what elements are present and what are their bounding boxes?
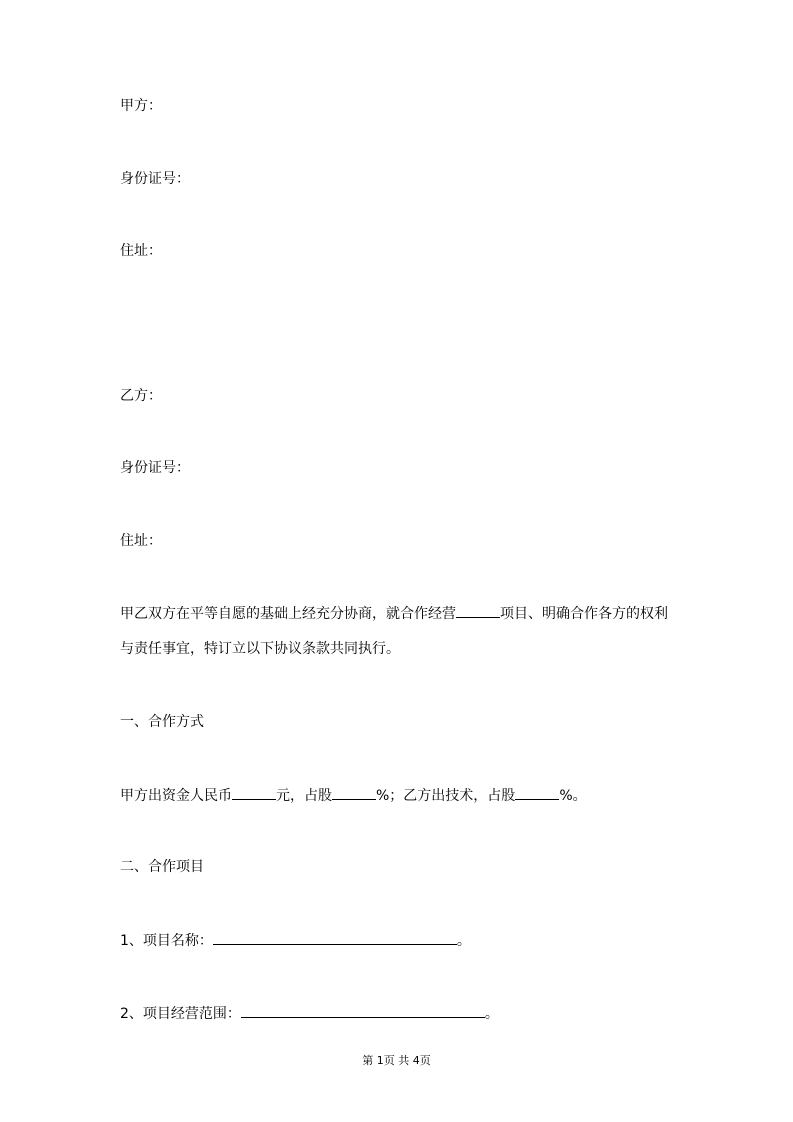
amount-blank xyxy=(232,785,276,800)
party-b-label: 乙方： xyxy=(120,388,162,404)
project-scope-label: 2、项目经营范围： xyxy=(120,1006,241,1022)
share-b-blank xyxy=(515,785,559,800)
project-blank xyxy=(456,603,500,618)
share-text-a: 元，占股 xyxy=(276,788,332,804)
intro-text-part1: 甲乙双方在平等自愿的基础上经充分协商，就合作经营 xyxy=(120,606,456,622)
page-number-text: 第 1页 共 4页 xyxy=(362,1054,431,1067)
project-name-blank xyxy=(213,930,457,945)
share-text-b: %；乙方出技术，占股 xyxy=(376,788,516,804)
project-scope-blank xyxy=(241,1003,485,1018)
share-end-text: %。 xyxy=(559,788,587,804)
project-name-end: 。 xyxy=(456,933,471,949)
intro-paragraph-line1 xyxy=(120,603,668,624)
intro-text-part2: 项目、明确合作各方的权利 xyxy=(500,606,668,622)
investment-text: 甲方出资金人民币 xyxy=(120,788,232,804)
intro-paragraph-line2: 与责任事宜，特订立以下协议条款共同执行。 xyxy=(120,641,400,657)
section2-heading: 二、合作项目 xyxy=(120,859,204,875)
project-scope-end: 。 xyxy=(484,1006,499,1022)
party-b-id-label: 身份证号： xyxy=(120,460,190,476)
project-name-line xyxy=(120,930,471,951)
project-scope-line xyxy=(120,1003,499,1024)
share-a-blank xyxy=(332,785,376,800)
party-b-address-label: 住址： xyxy=(120,533,162,549)
party-a-label: 甲方： xyxy=(120,98,162,114)
party-a-id-label: 身份证号： xyxy=(120,171,190,187)
party-a-address-label: 住址： xyxy=(120,243,162,259)
section1-paragraph xyxy=(120,785,587,806)
page-footer xyxy=(0,1053,793,1069)
section1-heading: 一、合作方式 xyxy=(120,714,204,730)
project-name-label: 1、项目名称： xyxy=(120,933,213,949)
